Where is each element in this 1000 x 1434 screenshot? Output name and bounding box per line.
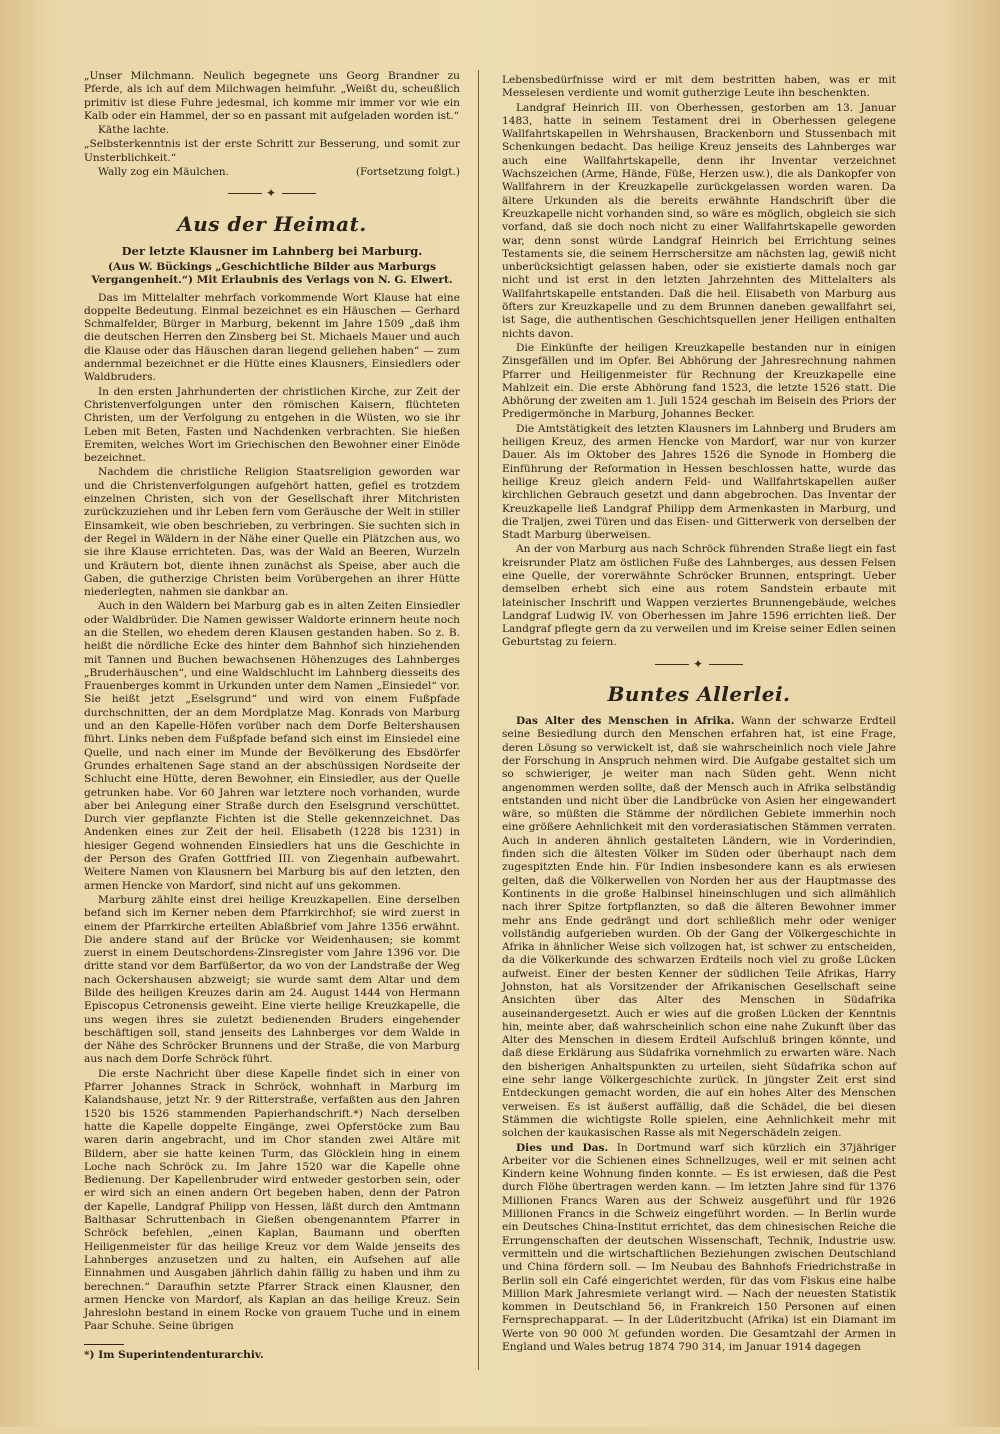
story-paragraph-3: „Selbsterkenntnis ist der erste Schritt zur Besserung, und somit zur Unsterblichkeit.“ [84, 138, 460, 164]
footnote: *) Im Superintendenturarchiv. [84, 1348, 264, 1361]
section-title-allerlei: Buntes Allerlei. [607, 682, 791, 707]
article-continuation-4: Die Amtstätigkeit des letzten Klausners im Lahnberg und Bruders am heiligen Kreuz, des armen Hencke von Mardorf, war nur von kurzer Dauer. Als im Oktober des Jahres 1526 die Synode in Homberg die Einführung der Reformation in Hessen beschlossen hatte, wurde das heilige Kreuz gleich andern Feld- und Wallfahrtskapellen außer kirchlichen Gebrauch gesetzt und dann abgebrochen. Das Inventar der Kreuzkapelle ließ Landgraf Philipp dem Armenkasten in Marburg, und die Traljen, zwei Türen und das Eisen- und Gitterwerk von derselben der Stadt Marburg überweisen. [502, 422, 896, 542]
misc-item-africa-lead: Das Alter des Menschen in Afrika. [516, 715, 735, 728]
column-rule [478, 70, 479, 1370]
article-continuation-5: An der von Marburg aus nach Schröck führenden Straße liegt ein fast kreisrunder Platz am östlichen Fuße des Lahnberges, aus dessen Felsen eine Quelle, der vorerwähnte Schröcker Brunnen, entspringt. Ueber demselben erhebt sich eine aus rotem Sandstein erbaute mit lateinischer Inschrift und Wappen verziertes Brunnengebäude, welches Landgraf Ludwig IV. von Oberhessen im Jahre 1596 errichten ließ. Der Landgraf pflegte gern da zu verweilen und im Kreise seiner Edlen seinen Geburtstag zu feiern. [502, 543, 896, 649]
right-column [502, 74, 896, 1434]
footnote-separator [84, 1344, 124, 1345]
story-paragraph-1: „Unser Milchmann. Neulich begegnete uns Georg Brandner zu Pferde, als ich auf dem Milchwagen heimfuhr. „Weißt du, scheußlich primitiv ist diese Fuhre jedesmal, ich komme mir immer vor wie ein Kalb oder ein Hammel, der so en passant mit aufgeladen worden ist.“ [84, 70, 460, 122]
misc-item-africa-text: Wann der schwarze Erdteil seine Besiedlung durch den Menschen erfahren hat, ist eine Frage, deren Lösung so verwickelt ist, daß sie wahrscheinlich noch viele Jahre der Forschung in Anspruch nehmen wird. Die Aufgabe gestaltet sich um so schwieriger, je weiter man nach Süden geht. Wenn nicht angenommen werden sollte, daß der Mensch auch in Afrika selbständig entstanden und nicht über die Landbrücke von Asien her eingewandert wäre, so müßten die Stämme der nördlichen Gebiete immerhin noch eine größere Aehnlichkeit mit den vorderasiatischen Stämmen verraten. Auch in anderen ähnlich gestalteten Ländern, wie in Vorderindien, finden sich die ältesten Völker im Süden oder überhaupt nach dem zugespitzten Ende hin. Für Indien insbesondere kann es als erwiesen gelten, daß die Völkerwellen von Norden her aus der Hauptmasse des Kontinents in die große Halbinsel hineinschlugen und sich allmählich nach ihrer Spitze fortpflanzten, so daß die älteren Bewohner immer mehr ans Ende gedrängt und dort schließlich mehr oder weniger vollständig aufgerieben wurden. Ob der Gang der Völkergeschichte in Afrika in ähnlicher Weise sich vollzogen hat, ist schwer zu entscheiden, da die Völkerkunde des schwarzen Erdteils noch viel zu große Lücken aufweist. Einer der besten Kenner der südlichen Teile Afrikas, Harry Johnston, hat als Vorsitzender der Afrikanischen Gesellschaft seine Ansichten über das Alter des Menschen in Südafrika auseinandergesetzt. Auch er wies auf die großen Lücken der Kenntnis hin, meinte aber, daß wahrscheinlich schon eine nahe Zukunft über das Alter des Menschen in diesem Erdteil Aufschluß bringen könnte, und daß diese Erklärung aus Südafrika vornehmlich zu erwarten wäre. Nach den bisherigen Anhaltspunkten zu urteilen, sieht Südafrika schon auf eine sehr lange Völkergeschichte zurück. In jüngster Zeit erst sind Entdeckungen gemacht worden, die auf ein hohes Alter des Menschen verweisen. Es ist äußerst auffällig, daß die Schädel, die bei diesen Stämmen die wichtigste Rolle spielen, eine Aehnlichkeit mehr mit solchen der kaukasischen Rasse als mit Negerschädeln zeigen. [502, 715, 896, 1140]
article-continuation-2: Landgraf Heinrich III. von Oberhessen, gestorben am 13. Januar 1483, hatte in seinem Testament drei in Oberhessen gelegene Wallfahrtskapellen in Wehrshausen, Brackenborn und Stussenbach mit Schenkungen bedacht. Das heilige Kreuz jenseits des Lahnberges war auch eine Wallfahrtskapelle, denn ihr Inventar verzeichnet Wachszeichen (Arme, Hände, Füße, Herzen usw.), die als Dankopfer von Wallfahrern in der Kreuzkapelle zurückgelassen worden waren. Da ältere Urkunden als die bereits erwähnte Handschrift über die Kreuzkapelle nicht vorhanden sind, so wäre es möglich, obgleich sie sich vorfand, daß sie doch noch nicht zu einer Wallfahrtskapelle geworden war, denn sonst würde Landgraf Heinrich bei Errichtung seines Testaments sie, die seinem Herrschersitze am nächsten lag, gewiß nicht unberücksichtigt gelassen haben, oder sie existierte damals noch gar nicht und ist erst in den letzten Jahrzehnten des Mittelalters als Wallfahrtskapelle entstanden. Daß die heil. Elisabeth von Marburg aus öfters zur Kreuzkapelle und zu dem Brunnen daneben gewallfahrt sei, ist Sage, die authentischen Geschichtsquellen jener Heiligen enthalten nichts davon. [502, 101, 896, 340]
article-continuation-1: Lebensbedürfnisse wird er mit dem bestritten haben, was er mit Messelesen verdiente und womit gutherzige Leute ihn beschenkten. [502, 74, 896, 100]
article-paragraph-4: Auch in den Wäldern bei Marburg gab es in alten Zeiten Einsiedler oder Waldbrüder. Die Namen gewisser Waldorte erinnern heute noch an die Stellen, wo ehedem deren Klausen gestanden haben. So z. B. heißt die nördliche Ecke des hinter dem Bahnhof sich hinziehenden mit Tannen und Buchen bewachsenen Höhenzuges des Lahnberges „Bruderhäuschen“, und eine Waldschlucht im Lahnberg diesseits des Frauenberges kommt in Urkunden unter dem Namen „Einsiedel“ vor. Sie heißt jetzt „Eselsgrund“ und wird von einem Fußpfade durchschnitten, der an dem Mordplatze Mag. Konrads von Marburg und an den Kapelle-Höfen vorüber nach dem Dorfe Beltershausen führt. Links neben dem Fußpfade befand sich einst im Einsiedel eine Quelle, und nach einer im Munde der Bevölkerung des Ebsdörfer Grundes erhaltenen Sage stand an der abschüssigen Nordseite der Schlucht eine Hütte, deren Bewohner, ein Einsiedler, aus der Quelle getrunken habe. Vor 60 Jahren war letztere noch vorhanden, wurde aber bei Anlegung einer Straße durch den Eselsgrund verschüttet. Durch vier gepflanzte Fichten ist die Stelle gekennzeichnet. Das Andenken eines zur Zeit der heil. Elisabeth (1228 bis 1231) in hiesiger Gegend wohnenden Einsiedlers hat uns die Geschichte in der Person des Grafen Gottfried III. von Ziegenhain aufbewahrt. Weitere Namen von Klausnern bei Marburg bis auf den letzten, den armen Hencke von Mardorf, sind nicht auf uns gekommen. [84, 600, 460, 892]
story-paragraph-2: Käthe lachte. [98, 124, 170, 137]
article-source: (Aus W. Bückings „Geschichtliche Bilder aus Marburgs Vergangenheit.“) Mit Erlaubnis des Verlags von N. G. Elwert. [91, 260, 453, 287]
left-column [84, 70, 460, 1361]
article-paragraph-5: Marburg zählte einst drei heilige Kreuzkapellen. Eine derselben befand sich im Kerner neben dem Pfarrkirchhof; sie wird zuerst in einem der Pfarrkirche erteilten Ablaßbrief vom Jahre 1356 erwähnt. Die andere stand auf der Brücke vor Weidenhausen; sie kommt zuerst in einem Deutschordens-Zinsregister vom Jahre 1396 vor. Die dritte stand vor dem Barfüßertor, da wo von der Landstraße der Weg nach Ockershausen abzweigt; sie wurde samt dem Altar und dem Bilde des heiligen Kreuzes darin am 24. August 1444 von Hermann Episcopus Cetronensis geweiht. Eine vierte heilige Kreuzkapelle, die uns wegen ihres sie zuletzt bedienenden Bruders eingehender beschäftigen soll, stand jenseits des Lahnberges vor dem Walde in der Nähe des Schröcker Brunnens und der Straße, die von Marburg aus nach dem Dorfe Schröck führt. [84, 893, 460, 1066]
misc-item-africa [502, 715, 896, 1141]
article-continuation-3: Die Einkünfte der heiligen Kreuzkapelle bestanden nur in einigen Zinsgefällen und im Opfer. Bei Abhörung der Jahresrechnung nahmen Pfarrer und Heiligenmeister für Rechnung der Kreuzkapelle eine Mahlzeit ein. Die erste Abhörung fand 1523, die letzte 1526 statt. Die Abhörung der zweiten am 1. Juli 1524 geschah im Beisein des Priors der Predigermönche in Marburg, Johannes Becker. [502, 341, 896, 421]
section-ornament: ✦ [84, 187, 460, 200]
misc-item-dies-und-das [502, 1142, 896, 1355]
misc-item-dies-lead: Dies und Das. [516, 1141, 609, 1154]
story-last-line: Wally zog ein Mäulchen. [98, 166, 229, 179]
section-title-heimat: Aus der Heimat. [177, 211, 367, 236]
section-ornament-2: ✦ [502, 658, 896, 671]
article-paragraph-1: Das im Mittelalter mehrfach vorkommende Wort Klause hat eine doppelte Bedeutung. Einmal bezeichnet es ein Häuschen — Gerhard Schmalfelder, Bürger in Marburg, bekennt im Jahre 1509 „daß ihm die deutschen Herren den Zinsberg bei St. Michaels Mauer und auch die Klause oder das Häuschen daran liegend geliehen haben“ — zum andernmal bezeichnet er die Hütte eines Klausners, Einsiedlers oder Waldbruders. [84, 291, 460, 384]
article-paragraph-3: Nachdem die christliche Religion Staatsreligion geworden war und die Christenverfolgungen aufgehört hatten, gefiel es trotzdem einzelnen Christen, sich von der Gesellschaft ihrer Mitchristen zurückzuziehen und ihr Leben fern vom Geräusche der Welt in stiller Einsamkeit, wie oben beschrieben, zu verbringen. Sie suchten sich in der Regel in Wäldern in der Nähe einer Quelle ein Plätzchen aus, wo sie ihre Klause errichteten. Das, was der Wald an Beeren, Wurzeln und Kräutern bot, diente ihnen zunächst als Speise, aber auch die Gaben, die gutherzige Christen beim Vorübergehen an ihrer Hütte niederlegten, nahmen sie dankbar an. [84, 466, 460, 599]
story-ending-line [84, 166, 460, 179]
misc-item-dies-text: In Dortmund warf sich kürzlich ein 37jähriger Arbeiter vor die Schienen eines Schnellzuges, weil er mit seinen acht Kindern keine Wohnung finden konnte. — Es ist erwiesen, daß die Pest durch Flöhe übertragen werden kann. — Im letzten Jahre sind für 1376 Millionen Francs Waren aus der Schweiz ausgeführt und für 1926 Millionen Francs in die Schweiz eingeführt worden. — In Berlin wurde ein Deutsches China-Institut errichtet, das dem chinesischen Reiche die Errungenschaften der deutschen Wissenschaft, Technik, Industrie usw. vermitteln und die wirtschaftlichen Beziehungen zwischen Deutschland und China fördern soll. — Im Neubau des Bahnhofs Friedrichstraße in Berlin soll ein Café eingerichtet werden, für das vom Fiskus eine halbe Million Mark Jahresmiete verlangt wird. — Nach der neuesten Statistik kommen in Deutschland 56, in Frankreich 150 Personen auf einen Fernsprechapparat. — In der Lüderitzbucht (Afrika) ist ein Diamant im Werte von 90 000 ℳ gefunden worden. Die Gesamtzahl der Armen in England und Wales betrug 1874 790 314, im Januar 1914 dagegen [502, 1141, 896, 1354]
article-paragraph-6: Die erste Nachricht über diese Kapelle findet sich in einer von Pfarrer Johannes Strack in Schröck, wohnhaft in Marburg im Kalandshause, jetzt Nr. 9 der Ritterstraße, verfaßten aus den Jahren 1520 bis 1526 stammenden Papierhandschrift.*) Nach derselben hatte die Kapelle doppelte Eingänge, zwei Opferstöcke zum Bau waren darin angebracht, und im Chor standen zwei Altäre mit Bildern, aber sie hatte keinen Turm, das Glöcklein hing in einem Loche nach Schröck zu. Im Jahre 1520 war die Kapelle ohne Bedienung. Der Kapellenbruder wird entweder gestorben sein, oder er wird sich an einen andern Ort begeben haben, denn der Patron der Kapelle, Landgraf Philipp von Hessen, läßt durch den Amtmann Balthasar Schruttenbach in Gießen obengenanntem Pfarrer in Schröck befehlen, „einen Kaplan, Baumann und oberften Heiligenmeister für das heilige Kreuz vor dem Walde jenseits des Lahnberges anzusetzen und zu halten, ein Aufsehen auf alle Einnahmen und Ausgaben jährlich dahin fällig zu haben und ihm zu berechnen.“ Daraufhin setzte Pfarrer Strack einen Klausner, den armen Hencke von Mardorf, als Kaplan an das heilige Kreuz. Sein Jahreslohn bestand in einem Rocke von grauem Tuche und in einem Paar Schuhe. Seine übrigen [84, 1067, 460, 1333]
continued-note: (Fortsetzung folgt.) [355, 166, 460, 179]
article-paragraph-2: In den ersten Jahrhunderten der christlichen Kirche, zur Zeit der Christenverfolgungen unter den römischen Kaisern, flüchteten Christen, um der Verfolgung zu entgehen in die Wüsten, wo sie ihr Leben mit Beten, Fasten und Nachdenken verbrachten. Sie hießen Eremiten, welches Wort im Griechischen den Bewohner einer Einöde bezeichnet. [84, 385, 460, 465]
article-title: Der letzte Klausner im Lahnberg bei Marburg. [121, 243, 423, 258]
